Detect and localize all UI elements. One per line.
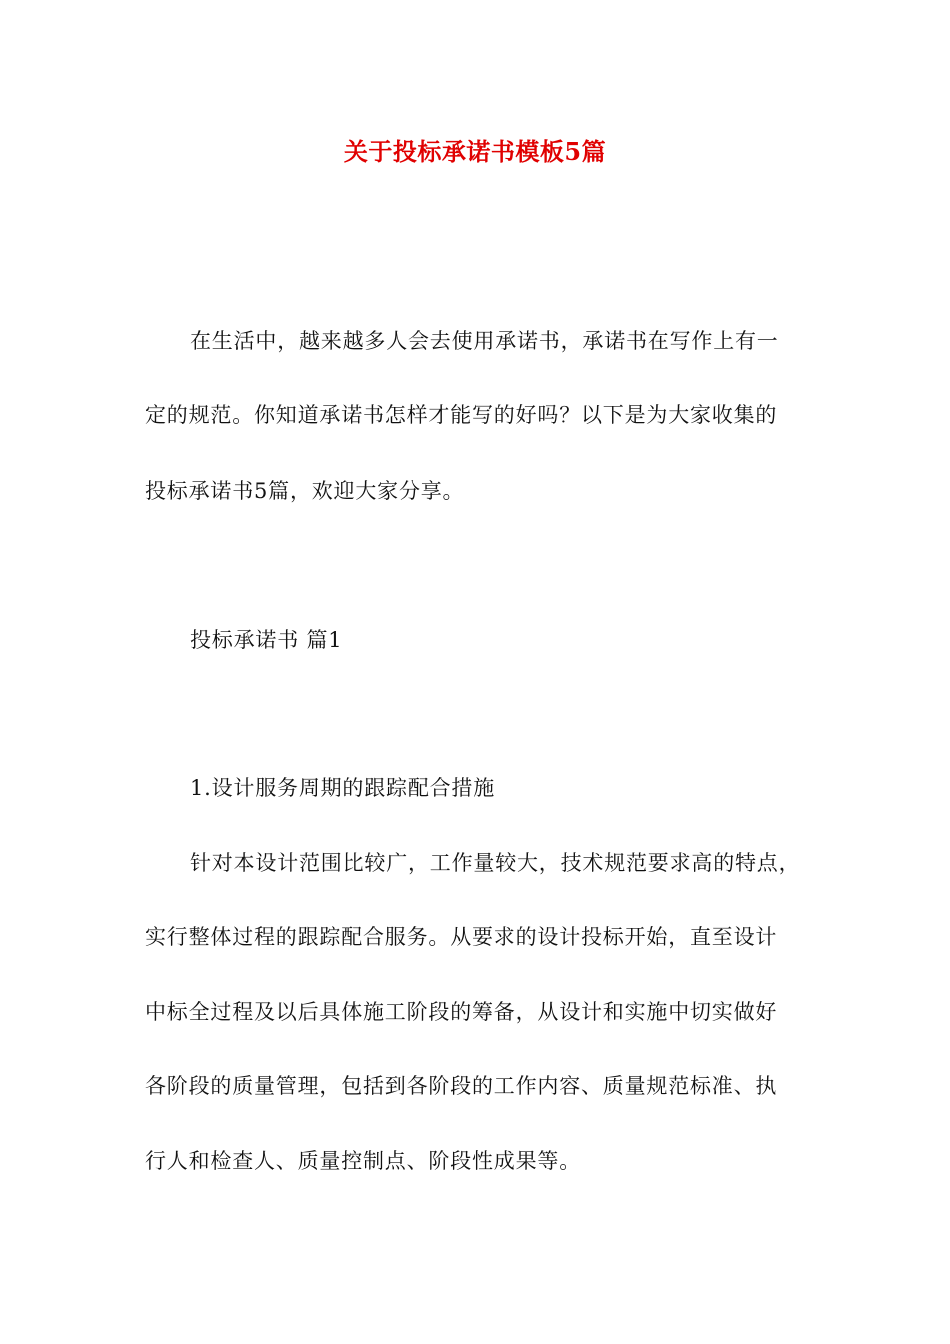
intro-line-2: 定的规范。你知道承诺书怎样才能写的好吗？以下是为大家收集的 — [145, 403, 778, 427]
intro-line-1: 在生活中，越来越多人会去使用承诺书，承诺书在写作上有一 — [190, 329, 779, 353]
body-line-1: 针对本设计范围比较广，工作量较大，技术规范要求高的特点， — [190, 851, 801, 875]
item-heading: 1.设计服务周期的跟踪配合措施 — [190, 776, 496, 800]
section-heading: 投标承诺书 篇1 — [190, 628, 343, 652]
body-line-3: 中标全过程及以后具体施工阶段的筹备，从设计和实施中切实做好 — [145, 1000, 778, 1024]
body-line-5: 行人和检查人、质量控制点、阶段性成果等。 — [145, 1149, 581, 1173]
intro-line-3: 投标承诺书5篇，欢迎大家分享。 — [145, 479, 465, 503]
body-line-2: 实行整体过程的跟踪配合服务。从要求的设计投标开始，直至设计 — [145, 925, 778, 949]
body-line-4: 各阶段的质量管理，包括到各阶段的工作内容、质量规范标准、执 — [145, 1074, 778, 1098]
document-title: 关于投标承诺书模板5篇 — [343, 137, 607, 166]
